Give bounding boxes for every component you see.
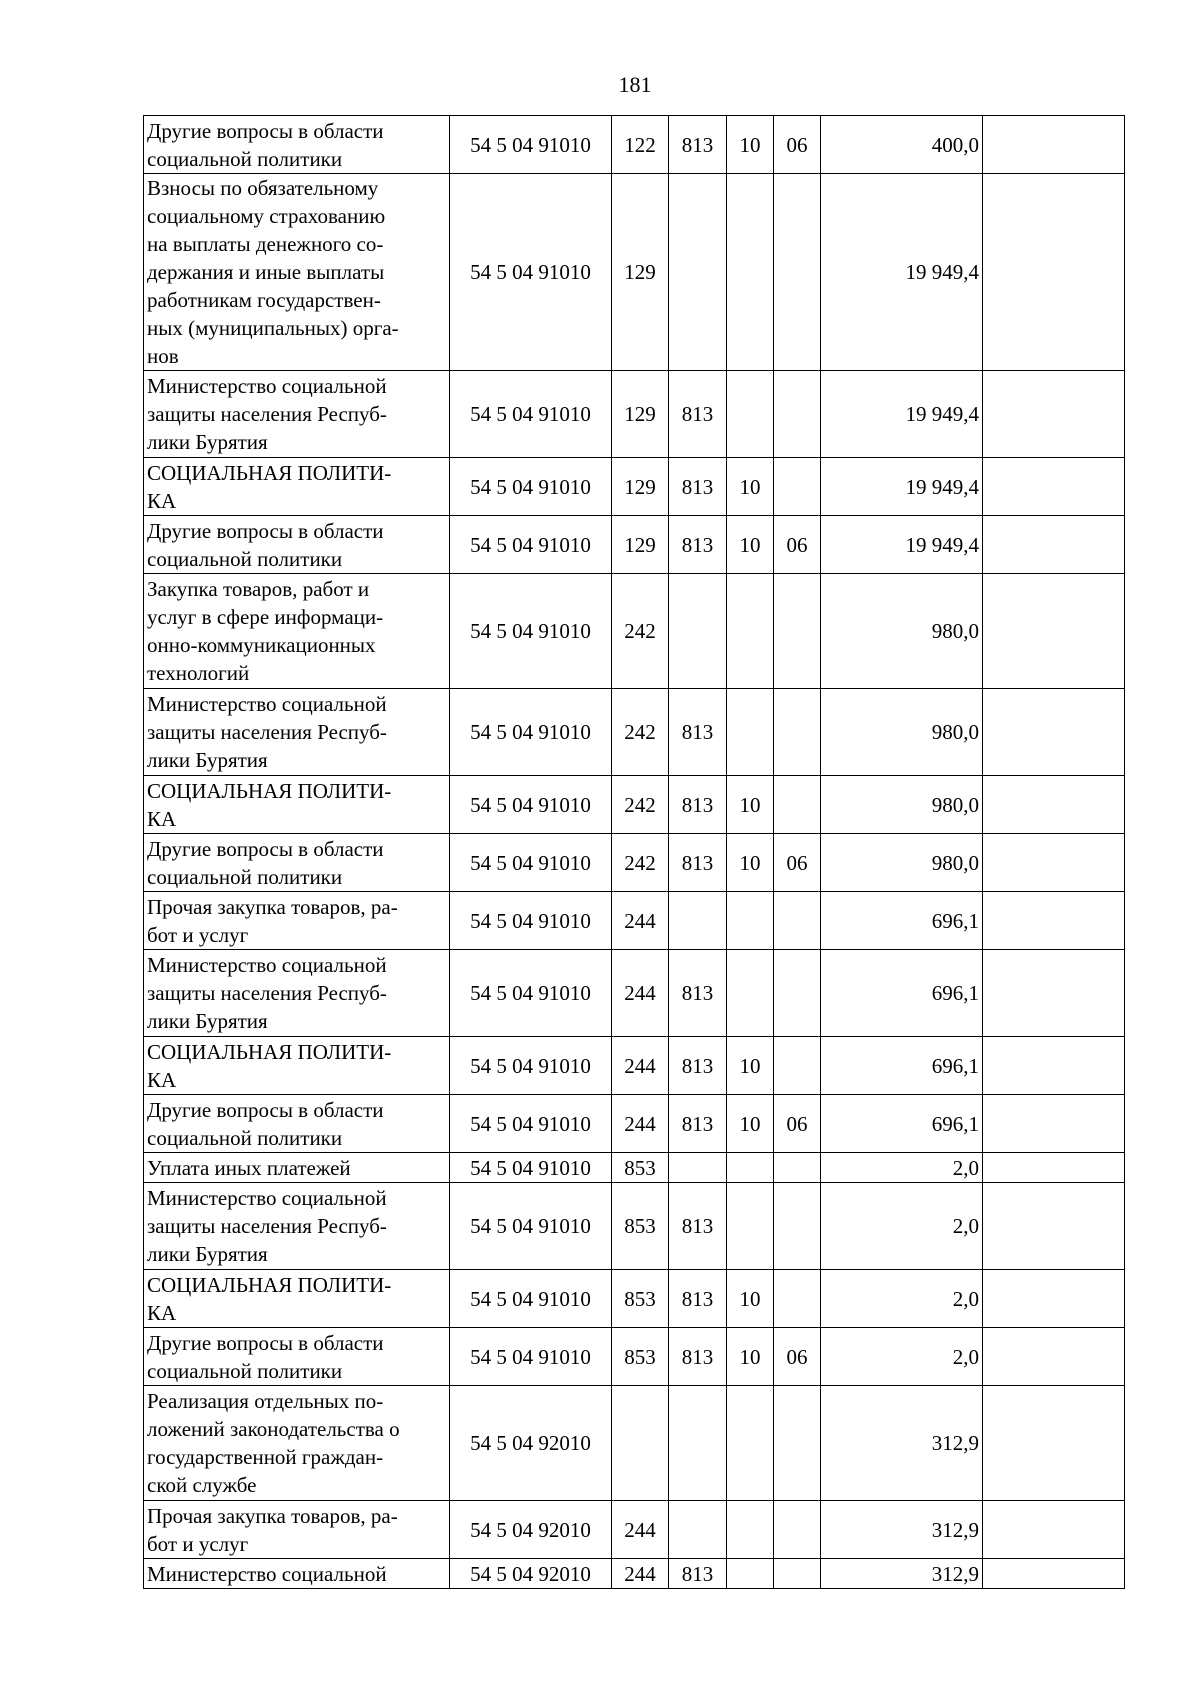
subsection-cell — [774, 1386, 821, 1501]
row-name-cell: Министерство социальной — [144, 1559, 450, 1589]
amount-cell: 696,1 — [821, 892, 983, 950]
empty-cell — [983, 950, 1125, 1037]
target-article-cell: 54 5 04 91010 — [450, 892, 612, 950]
subsection-cell — [774, 1270, 821, 1328]
ministry-code-cell: 813 — [669, 950, 727, 1037]
table-row — [144, 1183, 1125, 1270]
empty-cell — [983, 1328, 1125, 1386]
amount-cell: 400,0 — [821, 116, 983, 174]
subsection-cell — [774, 1153, 821, 1183]
ministry-code-cell: 813 — [669, 776, 727, 834]
amount-cell: 19 949,4 — [821, 458, 983, 516]
section-cell — [727, 174, 774, 371]
target-article-cell: 54 5 04 91010 — [450, 458, 612, 516]
row-name-cell: Реализация отдельных по- ложений законодательства о государственной граждан- ской службе — [144, 1386, 450, 1501]
ministry-code-cell: 813 — [669, 689, 727, 776]
row-name-cell: Министерство социальной защиты населения Респуб- лики Бурятия — [144, 371, 450, 458]
empty-cell — [983, 1095, 1125, 1153]
subsection-cell: 06 — [774, 834, 821, 892]
target-article-cell: 54 5 04 92010 — [450, 1559, 612, 1589]
row-name-cell: СОЦИАЛЬНАЯ ПОЛИТИ- КА — [144, 458, 450, 516]
expense-type-cell: 244 — [612, 1559, 669, 1589]
table-row — [144, 1501, 1125, 1559]
section-cell — [727, 1559, 774, 1589]
amount-cell: 2,0 — [821, 1328, 983, 1386]
ministry-code-cell — [669, 892, 727, 950]
row-name-cell: Министерство социальной защиты населения Респуб- лики Бурятия — [144, 950, 450, 1037]
subsection-cell — [774, 1559, 821, 1589]
amount-cell: 980,0 — [821, 689, 983, 776]
section-cell — [727, 1386, 774, 1501]
section-cell — [727, 574, 774, 689]
amount-cell: 312,9 — [821, 1386, 983, 1501]
table-row — [144, 371, 1125, 458]
row-name-cell: Прочая закупка товаров, ра- бот и услуг — [144, 1501, 450, 1559]
row-name-cell: Другие вопросы в области социальной политики — [144, 1095, 450, 1153]
amount-cell: 312,9 — [821, 1559, 983, 1589]
amount-cell: 312,9 — [821, 1501, 983, 1559]
amount-cell: 696,1 — [821, 950, 983, 1037]
section-cell: 10 — [727, 1328, 774, 1386]
ministry-code-cell: 813 — [669, 1183, 727, 1270]
empty-cell — [983, 1386, 1125, 1501]
expense-type-cell: 129 — [612, 174, 669, 371]
page-number: 181 — [618, 72, 652, 97]
empty-cell — [983, 458, 1125, 516]
expense-type-cell: 122 — [612, 116, 669, 174]
subsection-cell — [774, 689, 821, 776]
subsection-cell — [774, 776, 821, 834]
row-name-cell: Уплата иных платежей — [144, 1153, 450, 1183]
subsection-cell — [774, 1183, 821, 1270]
empty-cell — [983, 776, 1125, 834]
expense-type-cell: 244 — [612, 950, 669, 1037]
row-name-cell: Другие вопросы в области социальной политики — [144, 516, 450, 574]
row-name-cell: Закупка товаров, работ и услуг в сфере информаци- онно-коммуникационных технологий — [144, 574, 450, 689]
expense-type-cell: 244 — [612, 1037, 669, 1095]
section-cell: 10 — [727, 834, 774, 892]
amount-cell: 2,0 — [821, 1153, 983, 1183]
empty-cell — [983, 174, 1125, 371]
table-row — [144, 458, 1125, 516]
expense-type-cell: 244 — [612, 892, 669, 950]
ministry-code-cell: 813 — [669, 116, 727, 174]
target-article-cell: 54 5 04 91010 — [450, 116, 612, 174]
expense-type-cell: 242 — [612, 689, 669, 776]
empty-cell — [983, 1183, 1125, 1270]
empty-cell — [983, 1037, 1125, 1095]
target-article-cell: 54 5 04 91010 — [450, 174, 612, 371]
table-row — [144, 1037, 1125, 1095]
subsection-cell — [774, 458, 821, 516]
subsection-cell: 06 — [774, 516, 821, 574]
target-article-cell: 54 5 04 91010 — [450, 776, 612, 834]
amount-cell: 980,0 — [821, 834, 983, 892]
ministry-code-cell: 813 — [669, 516, 727, 574]
table-row — [144, 116, 1125, 174]
table-row — [144, 1095, 1125, 1153]
target-article-cell: 54 5 04 91010 — [450, 1183, 612, 1270]
expense-type-cell: 242 — [612, 776, 669, 834]
section-cell — [727, 1501, 774, 1559]
table-row — [144, 689, 1125, 776]
empty-cell — [983, 116, 1125, 174]
amount-cell: 980,0 — [821, 776, 983, 834]
row-name-cell: Прочая закупка товаров, ра- бот и услуг — [144, 892, 450, 950]
expense-type-cell: 244 — [612, 1501, 669, 1559]
ministry-code-cell: 813 — [669, 834, 727, 892]
section-cell — [727, 689, 774, 776]
row-name-cell: СОЦИАЛЬНАЯ ПОЛИТИ- КА — [144, 776, 450, 834]
amount-cell: 19 949,4 — [821, 174, 983, 371]
expense-type-cell: 853 — [612, 1153, 669, 1183]
row-name-cell: Другие вопросы в области социальной политики — [144, 1328, 450, 1386]
subsection-cell — [774, 574, 821, 689]
section-cell: 10 — [727, 776, 774, 834]
target-article-cell: 54 5 04 91010 — [450, 1037, 612, 1095]
expense-type-cell: 129 — [612, 516, 669, 574]
empty-cell — [983, 574, 1125, 689]
amount-cell: 696,1 — [821, 1095, 983, 1153]
target-article-cell: 54 5 04 91010 — [450, 689, 612, 776]
empty-cell — [983, 1559, 1125, 1589]
empty-cell — [983, 689, 1125, 776]
table-row — [144, 892, 1125, 950]
target-article-cell: 54 5 04 91010 — [450, 1095, 612, 1153]
ministry-code-cell: 813 — [669, 1037, 727, 1095]
amount-cell: 2,0 — [821, 1183, 983, 1270]
target-article-cell: 54 5 04 91010 — [450, 371, 612, 458]
row-name-cell: Министерство социальной защиты населения Респуб- лики Бурятия — [144, 1183, 450, 1270]
table-body — [144, 116, 1125, 1589]
target-article-cell: 54 5 04 91010 — [450, 516, 612, 574]
amount-cell: 19 949,4 — [821, 371, 983, 458]
section-cell — [727, 371, 774, 458]
subsection-cell — [774, 174, 821, 371]
row-name-cell: Другие вопросы в области социальной политики — [144, 116, 450, 174]
table-row — [144, 834, 1125, 892]
target-article-cell: 54 5 04 91010 — [450, 1328, 612, 1386]
table-row — [144, 950, 1125, 1037]
expense-type-cell: 244 — [612, 1095, 669, 1153]
row-name-cell: Министерство социальной защиты населения Респуб- лики Бурятия — [144, 689, 450, 776]
empty-cell — [983, 834, 1125, 892]
table-row — [144, 574, 1125, 689]
table-row — [144, 174, 1125, 371]
ministry-code-cell — [669, 1153, 727, 1183]
expense-type-cell — [612, 1386, 669, 1501]
subsection-cell: 06 — [774, 1328, 821, 1386]
section-cell: 10 — [727, 458, 774, 516]
empty-cell — [983, 1153, 1125, 1183]
table-row — [144, 1386, 1125, 1501]
ministry-code-cell — [669, 1501, 727, 1559]
section-cell: 10 — [727, 1270, 774, 1328]
subsection-cell — [774, 950, 821, 1037]
target-article-cell: 54 5 04 91010 — [450, 574, 612, 689]
ministry-code-cell — [669, 574, 727, 689]
ministry-code-cell — [669, 1386, 727, 1501]
row-name-cell: СОЦИАЛЬНАЯ ПОЛИТИ- КА — [144, 1270, 450, 1328]
empty-cell — [983, 892, 1125, 950]
subsection-cell — [774, 371, 821, 458]
section-cell — [727, 1183, 774, 1270]
table-row — [144, 1153, 1125, 1183]
amount-cell: 19 949,4 — [821, 516, 983, 574]
ministry-code-cell — [669, 174, 727, 371]
expense-type-cell: 242 — [612, 834, 669, 892]
row-name-cell: СОЦИАЛЬНАЯ ПОЛИТИ- КА — [144, 1037, 450, 1095]
amount-cell: 2,0 — [821, 1270, 983, 1328]
empty-cell — [983, 516, 1125, 574]
section-cell: 10 — [727, 1095, 774, 1153]
target-article-cell: 54 5 04 91010 — [450, 1270, 612, 1328]
ministry-code-cell: 813 — [669, 1095, 727, 1153]
section-cell: 10 — [727, 116, 774, 174]
row-name-cell: Взносы по обязательному социальному страхованию на выплаты денежного со- держания и иные выплаты работникам государствен- ных (муниципальных) орга- нов — [144, 174, 450, 371]
target-article-cell: 54 5 04 91010 — [450, 834, 612, 892]
subsection-cell — [774, 1501, 821, 1559]
amount-cell: 980,0 — [821, 574, 983, 689]
target-article-cell: 54 5 04 91010 — [450, 1153, 612, 1183]
target-article-cell: 54 5 04 92010 — [450, 1501, 612, 1559]
expense-type-cell: 129 — [612, 458, 669, 516]
target-article-cell: 54 5 04 92010 — [450, 1386, 612, 1501]
expense-type-cell: 853 — [612, 1328, 669, 1386]
expense-type-cell: 242 — [612, 574, 669, 689]
ministry-code-cell: 813 — [669, 371, 727, 458]
amount-cell: 696,1 — [821, 1037, 983, 1095]
budget-table — [143, 115, 1125, 1589]
section-cell — [727, 892, 774, 950]
expense-type-cell: 853 — [612, 1183, 669, 1270]
section-cell: 10 — [727, 516, 774, 574]
section-cell — [727, 950, 774, 1037]
table-row — [144, 776, 1125, 834]
empty-cell — [983, 371, 1125, 458]
table-row — [144, 1328, 1125, 1386]
ministry-code-cell: 813 — [669, 1270, 727, 1328]
ministry-code-cell: 813 — [669, 458, 727, 516]
subsection-cell — [774, 1037, 821, 1095]
target-article-cell: 54 5 04 91010 — [450, 950, 612, 1037]
table-row — [144, 516, 1125, 574]
table-row — [144, 1559, 1125, 1589]
row-name-cell: Другие вопросы в области социальной политики — [144, 834, 450, 892]
subsection-cell — [774, 892, 821, 950]
expense-type-cell: 853 — [612, 1270, 669, 1328]
ministry-code-cell: 813 — [669, 1559, 727, 1589]
empty-cell — [983, 1270, 1125, 1328]
subsection-cell: 06 — [774, 1095, 821, 1153]
ministry-code-cell: 813 — [669, 1328, 727, 1386]
section-cell: 10 — [727, 1037, 774, 1095]
empty-cell — [983, 1501, 1125, 1559]
table-row — [144, 1270, 1125, 1328]
section-cell — [727, 1153, 774, 1183]
subsection-cell: 06 — [774, 116, 821, 174]
expense-type-cell: 129 — [612, 371, 669, 458]
